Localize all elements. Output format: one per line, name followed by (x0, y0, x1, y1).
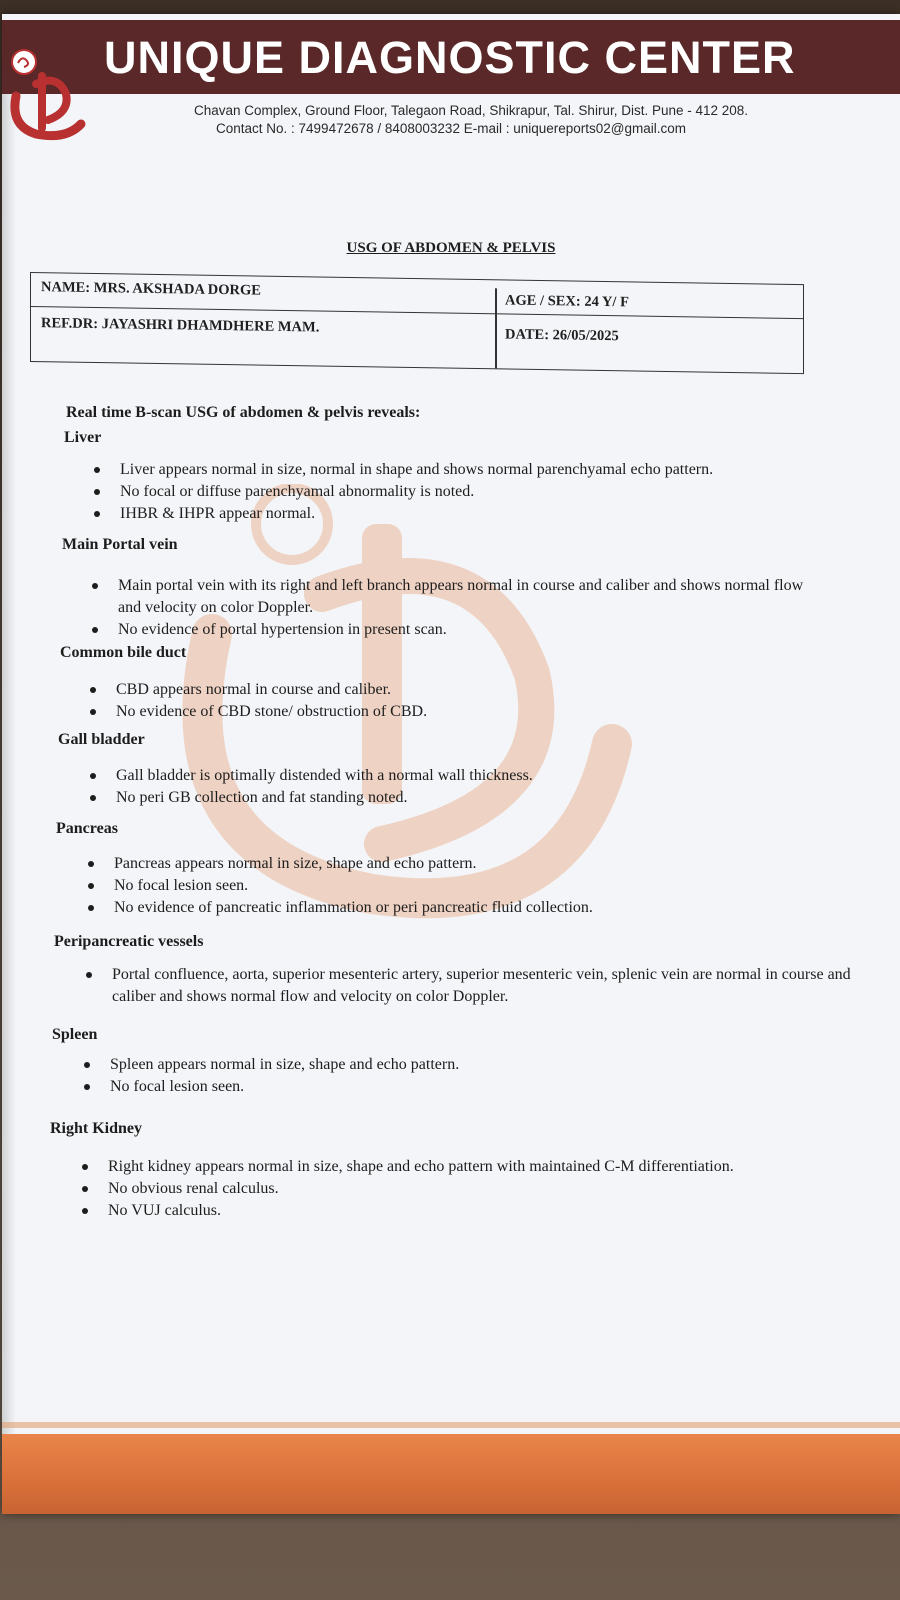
list-item: Right kidney appears normal in size, shape and echo pattern with maintained C-M differentiation. (78, 1156, 778, 1178)
section-list-cbd (86, 679, 786, 723)
list-item: No focal or diffuse parenchyamal abnormality is noted. (90, 481, 880, 503)
list-item: No evidence of portal hypertension in present scan. (88, 619, 808, 641)
section-list-spleen (80, 1054, 780, 1098)
list-item: No evidence of CBD stone/ obstruction of CBD. (86, 701, 786, 723)
section-list-peripancreatic (82, 964, 852, 1008)
center-name: UNIQUE DIAGNOSTIC CENTER (104, 32, 796, 83)
list-item: Gall bladder is optimally distended with a normal wall thickness. (86, 765, 786, 787)
referring-doctor: REF.DR: JAYASHRI DHAMDHERE MAM. (41, 315, 320, 336)
section-list-portal-vein (88, 575, 808, 641)
report-title: USG OF ABDOMEN & PELVIS (346, 240, 556, 256)
footer-stripe (2, 1422, 900, 1428)
section-title-spleen: Spleen (52, 1026, 98, 1043)
list-item: No focal lesion seen. (80, 1076, 780, 1098)
findings-intro: Real time B-scan USG of abdomen & pelvis reveals: (66, 404, 421, 421)
patient-name: NAME: MRS. AKSHADA DORGE (41, 279, 261, 299)
footer-band (2, 1434, 900, 1514)
list-item: Spleen appears normal in size, shape and echo pattern. (80, 1054, 780, 1076)
list-item: No evidence of pancreatic inflammation or peri pancreatic fluid collection. (84, 897, 844, 919)
section-list-pancreas (84, 853, 844, 919)
list-item: No peri GB collection and fat standing noted. (86, 787, 786, 809)
section-title-pancreas: Pancreas (56, 820, 118, 837)
list-item: No VUJ calculus. (78, 1200, 778, 1222)
section-list-gall-bladder (86, 765, 786, 809)
section-list-right-kidney (78, 1156, 778, 1222)
list-item: Portal confluence, aorta, superior mesenteric artery, superior mesenteric vein, splenic vein are normal in course and caliber and shows normal flow and velocity on color Doppler. (82, 964, 852, 1008)
section-title-portal-vein: Main Portal vein (62, 536, 178, 553)
section-list-liver (90, 459, 880, 525)
patient-age-sex: AGE / SEX: 24 Y/ F (505, 292, 629, 311)
section-title-peripancreatic: Peripancreatic vessels (54, 933, 204, 950)
section-title-right-kidney: Right Kidney (50, 1120, 143, 1137)
list-item: IHBR & IHPR appear normal. (90, 503, 880, 525)
report-content (2, 14, 900, 1514)
list-item: Main portal vein with its right and left branch appears normal in course and caliber and shows normal flow and velocity on color Doppler. (88, 575, 808, 619)
section-title-liver: Liver (64, 429, 102, 446)
report-date: DATE: 26/05/2025 (505, 326, 619, 345)
list-item: No obvious renal calculus. (78, 1178, 778, 1200)
report-page (2, 14, 900, 1514)
center-address: Chavan Complex, Ground Floor, Talegaon Road, Shikrapur, Tal. Shirur, Dist. Pune - 412 208. (193, 103, 749, 118)
list-item: Liver appears normal in size, normal in shape and shows normal parenchyamal echo pattern. (90, 459, 880, 481)
list-item: No focal lesion seen. (84, 875, 844, 897)
center-contact: Contact No. : 7499472678 / 8408003232 E-mail : uniquereports02@gmail.com (216, 121, 686, 136)
section-title-cbd: Common bile duct (60, 644, 187, 661)
section-title-gall-bladder: Gall bladder (58, 731, 145, 748)
list-item: CBD appears normal in course and caliber. (86, 679, 786, 701)
list-item: Pancreas appears normal in size, shape and echo pattern. (84, 853, 844, 875)
